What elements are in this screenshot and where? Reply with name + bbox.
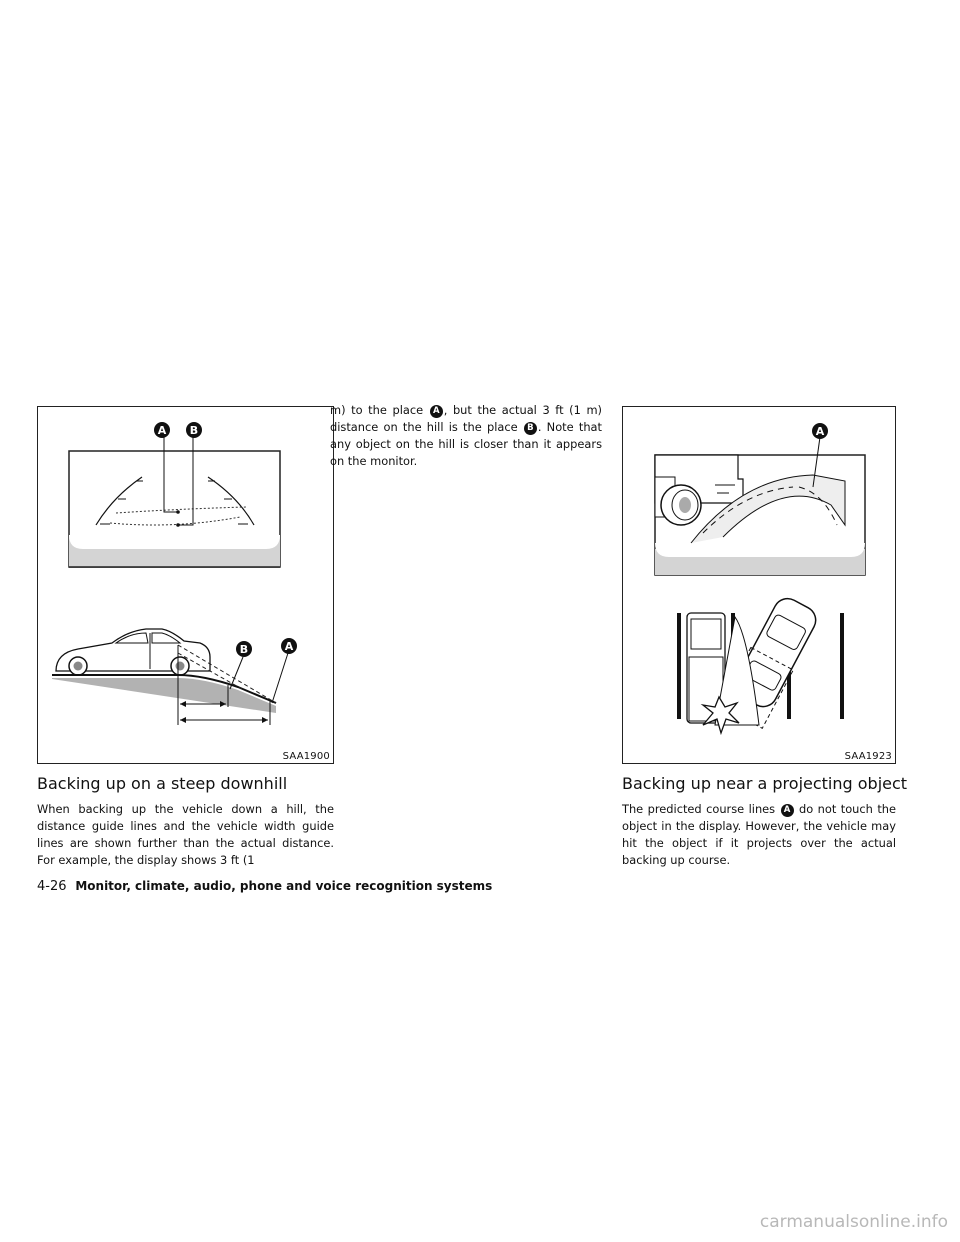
figure-code: SAA1900 bbox=[282, 751, 330, 762]
page-number: 4-26 bbox=[37, 879, 67, 894]
section-heading-downhill: Backing up on a steep downhill bbox=[37, 774, 288, 793]
section-heading-projecting: Backing up near a projecting object bbox=[622, 774, 908, 793]
text-segment: , but the actual 3 ft (1 m) distance on the hill is the place bbox=[330, 403, 602, 434]
chapter-title: Monitor, climate, audio, phone and voice recognition systems bbox=[75, 879, 493, 893]
figure-backing-downhill bbox=[37, 406, 334, 764]
callout-a-label: A bbox=[815, 425, 825, 438]
downhill-illustration bbox=[38, 407, 335, 765]
projecting-object-illustration bbox=[623, 407, 897, 765]
figure-projecting-object bbox=[622, 406, 896, 764]
callout-a-label: A bbox=[157, 424, 167, 437]
paragraph-downhill-2 bbox=[330, 402, 602, 470]
watermark: carmanualsonline.info bbox=[759, 1212, 948, 1232]
page-footer bbox=[37, 879, 492, 894]
text-segment: m) to the place bbox=[330, 403, 424, 417]
text-segment: do not touch the object in the display. However, the vehicle may hit the object if it projects over the actual backing up course. bbox=[622, 802, 897, 867]
text-segment: The predicted course lines bbox=[622, 802, 776, 816]
callout-a-marker: A bbox=[430, 405, 443, 418]
figure-code: SAA1923 bbox=[844, 751, 892, 762]
callout-b-label: B bbox=[239, 643, 249, 656]
callout-a-marker: A bbox=[781, 804, 794, 817]
paragraph-downhill-1: When backing up the vehicle down a hill, the distance guide lines and the vehicle width guide lines are shown further than the actual distance. For example, the display shows 3 ft (1 bbox=[37, 802, 334, 867]
paragraph-projecting bbox=[622, 801, 896, 869]
callout-a-label: A bbox=[284, 640, 294, 653]
callout-b-label: B bbox=[189, 424, 199, 437]
callout-b-marker: B bbox=[524, 422, 537, 435]
text-segment: . Note that any object on the hill is closer than it appears on the monitor. bbox=[330, 420, 602, 468]
